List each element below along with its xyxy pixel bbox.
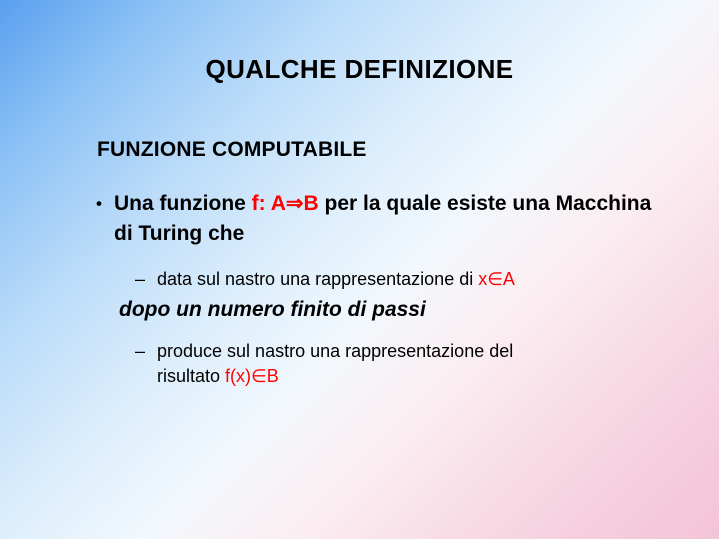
- sub1-text: data sul nastro una rappresentazione di: [157, 269, 479, 289]
- bullet-marker-icon: •: [96, 194, 102, 213]
- sub-bullet-2: [135, 339, 655, 389]
- bullet1-part2: per la quale esiste una Macchina di Turing che: [114, 192, 652, 245]
- slide-title: QUALCHE DEFINIZIONE: [205, 54, 514, 84]
- arrow-icon: ⇒: [285, 192, 304, 215]
- sub-bullet-1: [135, 267, 665, 292]
- bullet1-highlight2: B: [303, 192, 319, 215]
- sub-bullet-1-text: [157, 267, 665, 292]
- bullet-item-1: [96, 189, 666, 249]
- sub2-highlight: f(x)∈B: [225, 366, 279, 386]
- sub2-line1: produce sul nastro una rappresentazione del: [157, 341, 514, 361]
- dash-marker-icon: –: [135, 269, 146, 289]
- slide-subtitle: FUNZIONE COMPUTABILE: [97, 138, 367, 161]
- emphasis-line: dopo un numero finito di passi: [119, 298, 426, 321]
- sub2-line2: risultato: [157, 366, 226, 386]
- sub1-highlight: x∈A: [478, 269, 515, 289]
- bullet1-part1: Una funzione: [114, 192, 252, 215]
- bullet-item-1-text: [114, 189, 666, 249]
- dash-marker-icon-2: –: [135, 341, 146, 361]
- bullet1-highlight1: f: A: [251, 192, 286, 215]
- sub-bullet-2-text: [157, 339, 655, 389]
